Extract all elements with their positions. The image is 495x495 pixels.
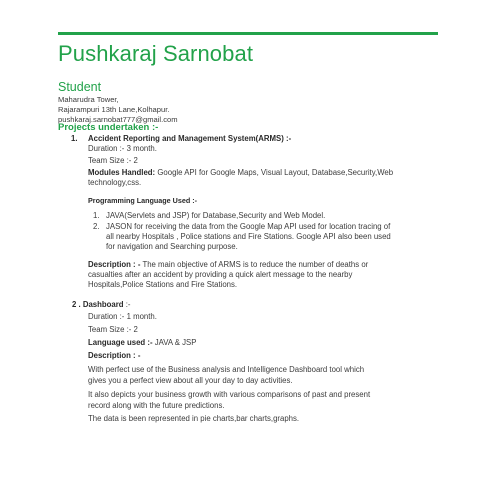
modules-line-2: technology,css. [88,178,142,187]
header-rule [58,32,438,35]
address-line-2: Rajarampuri 13th Lane,Kolhapur. [58,105,170,114]
project-2-desc-line-2: gives you a perfect view about all your day to day activities. [88,376,293,385]
project-2-heading [72,300,131,311]
lang-2-number: 2. [93,222,100,231]
project-2-description-label: Description : - [88,351,141,360]
project-1-duration: Duration :- 3 month. [88,144,157,153]
project-2-language [88,338,196,349]
description-line-1: The main objective of ARMS is to reduce the number of deaths or [142,260,369,269]
project-2-title-suffix: :- [125,300,131,309]
candidate-role: Student [58,80,102,94]
lang-2-line-1: JASON for receiving the data from the Google Map API used for location tracing of [106,222,391,231]
modules-label: Modules Handled: [88,168,156,177]
description-line-3: Hospitals,Police Stations and Fire Stations. [88,280,238,289]
project-2-desc-line-5: The data is been represented in pie charts,bar charts,graphs. [88,414,300,423]
address-line-1: Maharudra Tower, [58,95,119,104]
lang-2-line-3: for navigation and Searching purpose. [106,242,238,251]
language-value: JAVA & JSP [154,338,197,347]
project-1-description [88,260,368,271]
project-1-title: Accident Reporting and Management System(ARMS) :- [88,134,292,143]
email-text: pushkaraj.sarnobat777@gmail.com [58,115,178,124]
project-2-duration: Duration :- 1 month. [88,312,157,321]
language-label: Language used :- [88,338,153,347]
contact-block [58,95,178,125]
programming-language-label: Programming Language Used :- [88,196,198,205]
project-2-team-size: Team Size :- 2 [88,325,138,334]
lang-1-number: 1. [93,211,100,220]
modules-line-1: Google API for Google Maps, Visual Layout, Database,Security,Web [157,168,394,177]
project-1-number: 1. [71,134,78,143]
project-2-title: 2 . Dashboard [72,300,124,309]
description-label: Description : - [88,260,141,269]
project-2-desc-line-4: record along with the future predictions. [88,401,225,410]
description-line-2: casualties after an accident by providing a quick alert message to the nearby [88,270,353,279]
projects-section-title: Projects undertaken :- [58,122,159,133]
candidate-name: Pushkaraj Sarnobat [58,41,254,66]
project-2-desc-line-1: With perfect use of the Business analysis and Intelligence Dashboard tool which [88,365,365,374]
lang-2-line-2: all nearby Hospitals , Police stations and Fire Stations. Google API also been used [106,232,391,241]
project-1-team-size: Team Size :- 2 [88,156,138,165]
project-2-desc-line-3: It also depicts your business growth with various comparisons of past and present [88,390,371,399]
project-1-modules [88,168,393,179]
lang-1-text: JAVA(Servlets and JSP) for Database,Security and Web Model. [106,211,326,220]
